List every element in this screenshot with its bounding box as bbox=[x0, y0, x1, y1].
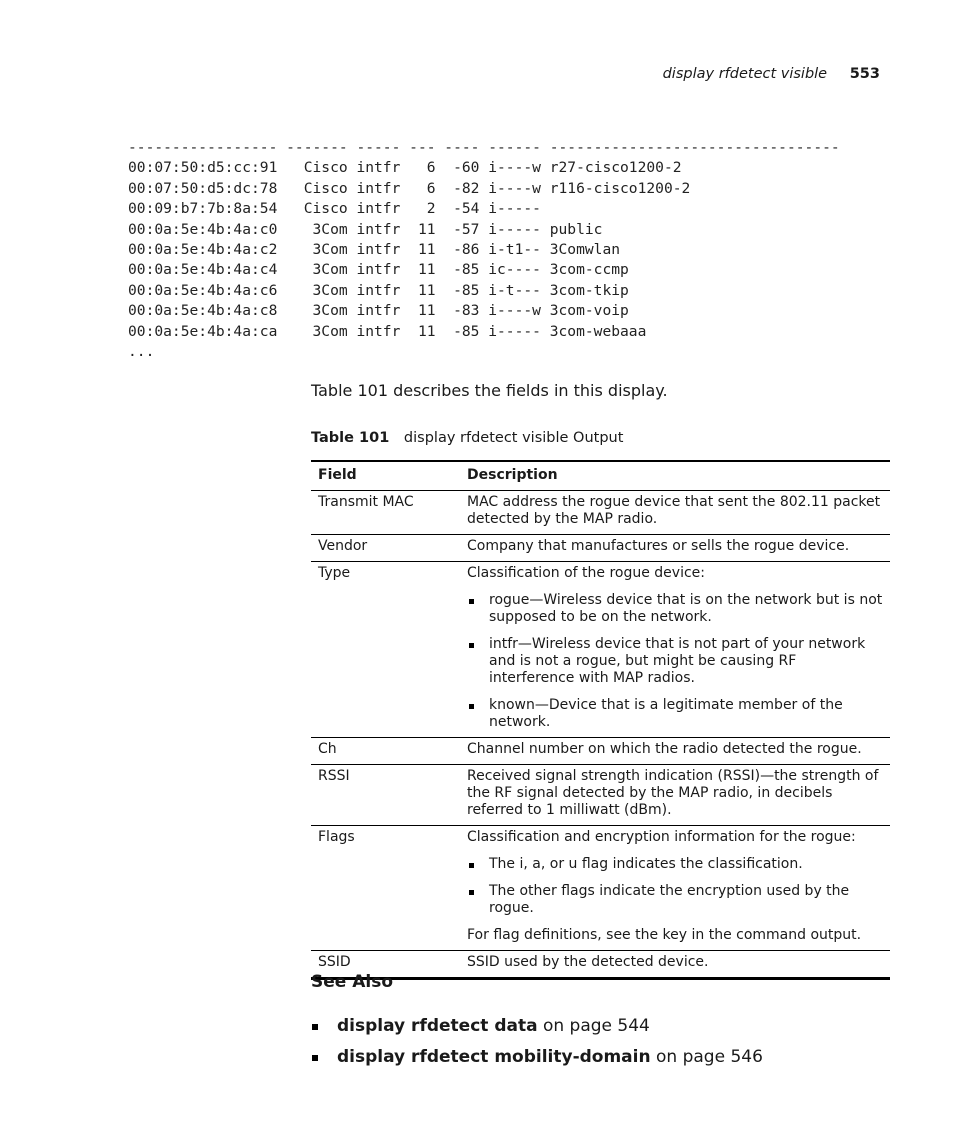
field-cell: Transmit MAC bbox=[311, 491, 460, 535]
intro-paragraph: Table 101 describes the fields in this display. bbox=[311, 381, 668, 400]
see-also-item[interactable] bbox=[311, 1013, 763, 1044]
field-cell: Flags bbox=[311, 826, 460, 951]
table-row bbox=[311, 951, 890, 979]
field-cell: RSSI bbox=[311, 765, 460, 826]
column-header-field: Field bbox=[311, 461, 460, 491]
table-title: display rfdetect visible Output bbox=[403, 430, 624, 446]
description-cell bbox=[460, 562, 890, 738]
see-also-page-ref: on page 544 bbox=[537, 1016, 650, 1036]
bullet-item: The other flags indicate the encryption used by the rogue. bbox=[467, 883, 883, 917]
see-also-item[interactable] bbox=[311, 1044, 763, 1075]
column-header-description: Description bbox=[460, 461, 890, 491]
see-also-list bbox=[311, 1013, 763, 1075]
description-cell: Company that manufactures or sells the rogue device. bbox=[460, 535, 890, 562]
table-row bbox=[311, 738, 890, 765]
page-number: 553 bbox=[849, 66, 880, 82]
see-also-link[interactable]: display rfdetect mobility-domain bbox=[337, 1047, 651, 1067]
bullet-item: The i, a, or u flag indicates the classification. bbox=[467, 856, 883, 873]
running-header bbox=[663, 66, 880, 82]
table-row bbox=[311, 765, 890, 826]
description-note: For flag definitions, see the key in the command output. bbox=[467, 927, 862, 943]
table-row bbox=[311, 826, 890, 951]
table-row bbox=[311, 491, 890, 535]
description-cell bbox=[460, 826, 890, 951]
field-cell: Ch bbox=[311, 738, 460, 765]
bullet-list bbox=[467, 856, 883, 917]
description-cell: MAC address the rogue device that sent the 802.11 packet detected by the MAP radio. bbox=[460, 491, 890, 535]
bullet-item: intfr—Wireless device that is not part of your network and is not a rogue, but might be causing RF interference with MAP radios. bbox=[467, 636, 883, 687]
command-output: ----------------- ------- ----- --- ---- ------ --------------------------------- 00:07:50:d5:cc:91 Cisco intfr 6 -60 i----w r27-cisco1200-2 00:07:50:d5:dc:78 Cisco intfr 6 -82 i----w r116-cisco1200-2 00:09:b7:7b:8a:54 Cisco intfr 2 -54 i----- 00:0a:5e:4b:4a:c0 3Com intfr 11 -57 i----- public 00:0a:5e:4b:4a:c2 3Com intfr 11 -86 i-t1-- 3Comwlan 00:0a:5e:4b:4a:c4 3Com intfr 11 -85 ic---- 3com-ccmp 00:0a:5e:4b:4a:c6 3Com intfr 11 -85 i-t--- 3com-tkip 00:0a:5e:4b:4a:c8 3Com intfr 11 -83 i----w 3com-voip 00:0a:5e:4b:4a:ca 3Com intfr 11 -85 i----- 3com-webaaa ... bbox=[128, 139, 840, 361]
table-caption bbox=[311, 430, 623, 446]
description-cell: SSID used by the detected device. bbox=[460, 951, 890, 979]
field-cell: Type bbox=[311, 562, 460, 738]
see-also-page-ref: on page 546 bbox=[650, 1047, 763, 1067]
description-cell: Received signal strength indication (RSSI)—the strength of the RF signal detected by the MAP radio, in decibels referred to 1 milliwatt (dBm). bbox=[460, 765, 890, 826]
see-also-heading: See Also bbox=[311, 972, 394, 992]
table-row bbox=[311, 535, 890, 562]
field-cell: SSID bbox=[311, 951, 460, 979]
table-header-row bbox=[311, 461, 890, 491]
bullet-item: rogue—Wireless device that is on the network but is not supposed to be on the network. bbox=[467, 592, 883, 626]
table-row bbox=[311, 562, 890, 738]
header-title: display rfdetect visible bbox=[662, 66, 828, 82]
table-number: Table 101 bbox=[311, 430, 390, 446]
fields-table bbox=[311, 460, 890, 980]
bullet-list bbox=[467, 592, 883, 731]
see-also-link[interactable]: display rfdetect data bbox=[337, 1016, 538, 1036]
description-cell: Channel number on which the radio detected the rogue. bbox=[460, 738, 890, 765]
description-text: Classification and encryption information for the rogue: bbox=[467, 829, 856, 845]
field-cell: Vendor bbox=[311, 535, 460, 562]
description-text: Classification of the rogue device: bbox=[467, 565, 705, 581]
bullet-item: known—Device that is a legitimate member of the network. bbox=[467, 697, 883, 731]
